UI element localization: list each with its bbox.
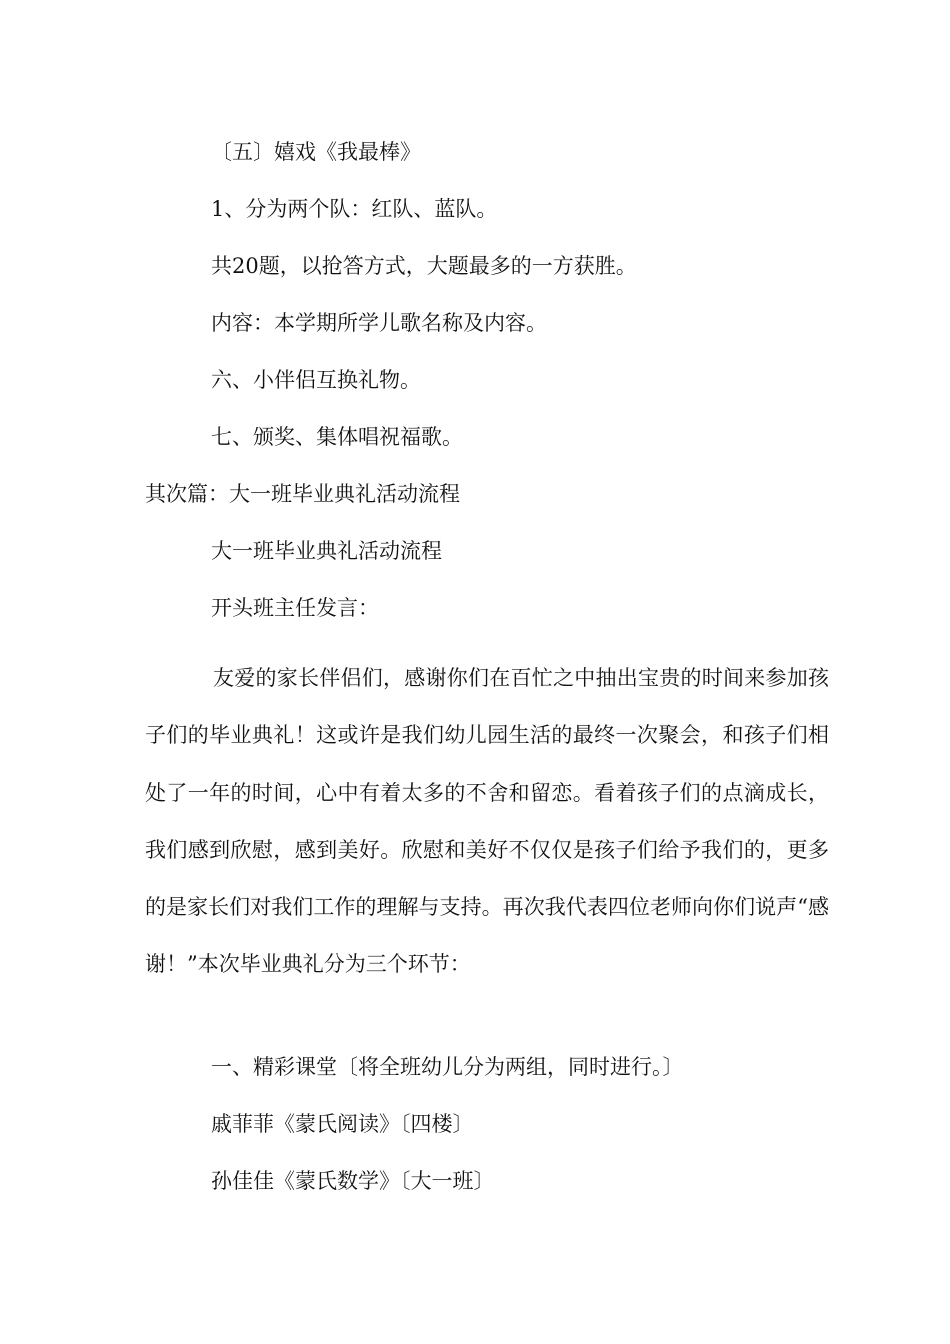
section-heading-game: 〔五〕嬉戏《我最棒》	[211, 140, 421, 164]
step-seven: 七、颁奖、集体唱祝福歌。	[211, 425, 463, 449]
list-item-math: 孙佳佳《蒙氏数学》〔大一班〕	[211, 1169, 495, 1193]
rule-questions: 共20题，以抢答方式，大题最多的一方获胜。	[211, 254, 637, 278]
list-item-reading: 戚菲菲《蒙氏阅读》〔四楼〕	[211, 1112, 474, 1136]
rule-teams: 1、分为两个队：红队、蓝队。	[211, 197, 498, 221]
speech-paragraph: 友爱的家长伴侣们，感谢你们在百忙之中抽出宝贵的时间来参加孩子们的毕业典礼！这或许是我们幼儿园生活的最终一次聚会，和孩子们相处了一年的时间，心中有着太多的不舍和留恋。看着孩子们的点滴成长，我们感到欣慰，感到美好。欣慰和美好不仅仅是孩子们给予我们的，更多的是家长们对我们工作的理解与支持。再次我代表四位老师向你们说声“感谢！”本次毕业典礼分为三个环节：	[145, 666, 829, 977]
rule-content: 内容：本学期所学儿歌名称及内容。	[211, 311, 547, 335]
chapter-subtitle: 大一班毕业典礼活动流程	[211, 539, 442, 563]
chapter-heading: 其次篇：大一班毕业典礼活动流程	[145, 482, 460, 506]
list-item-classroom: 一、精彩课堂〔将全班幼儿分为两组，同时进行。〕	[211, 1055, 684, 1079]
step-six: 六、小伴侣互换礼物。	[211, 368, 421, 392]
speech-intro: 开头班主任发言：	[211, 596, 379, 620]
